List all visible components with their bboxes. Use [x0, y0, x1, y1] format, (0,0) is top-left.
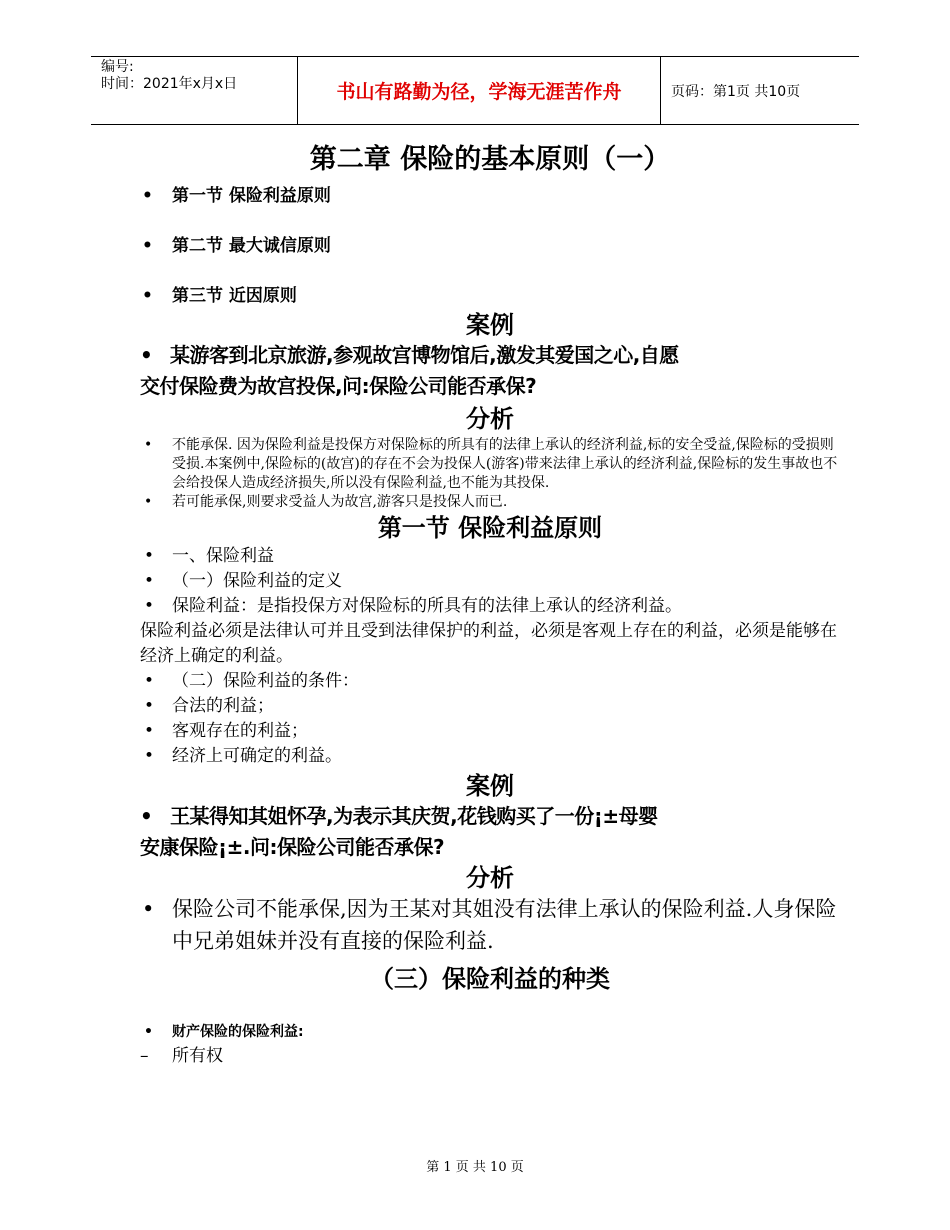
list-item: • （二）保险利益的条件：: [140, 669, 840, 694]
bullet-icon: •: [140, 804, 153, 828]
bullet-icon: •: [144, 1024, 153, 1040]
bullet-icon: •: [144, 437, 153, 453]
bullet-icon: •: [142, 236, 153, 256]
header-page-info: 页码：第1页 共10页: [671, 83, 801, 100]
toc-item: • 第三节 近因原则: [142, 286, 297, 306]
header-meta: [91, 57, 297, 124]
bullet-icon: •: [144, 696, 155, 716]
case1-heading: 案例: [466, 311, 514, 339]
section1-heading: 第一节 保险利益原则: [377, 514, 603, 542]
list-item: • 一、保险利益: [140, 544, 840, 569]
case2-heading: 案例: [466, 772, 514, 800]
analysis1-heading: 分析: [466, 405, 514, 433]
list-item: • 客观存在的利益；: [140, 719, 840, 744]
document-body: [140, 142, 840, 1069]
analysis2-paragraph: • 保险公司不能承保,因为王某对其姐没有法律上承认的保险利益.人身保险中兄弟姐妹并没有直接的保险利益.: [140, 893, 840, 957]
list-item: • （一）保险利益的定义: [140, 569, 840, 594]
types-item: • 财产保险的保险利益:: [144, 1024, 304, 1040]
bullet-icon: •: [144, 546, 155, 566]
bullet-icon: •: [144, 494, 153, 510]
types-subitem: – 所有权: [140, 1044, 840, 1069]
page-footer: 第 1 页 共 10 页: [426, 1160, 524, 1175]
analysis2-heading: 分析: [466, 864, 514, 892]
dash-icon: –: [140, 1046, 149, 1066]
bullet-icon: •: [144, 571, 155, 591]
case1-question-cont: 交付保险费为故宫投保,问:保险公司能否承保?: [140, 374, 537, 398]
toc-item: • 第一节 保险利益原则: [142, 186, 331, 206]
bullet-icon: •: [142, 286, 153, 306]
toc-item: • 第二节 最大诚信原则: [142, 236, 331, 256]
case2-question: • 王某得知其姐怀孕,为表示其庆贺,花钱购买了一份¡±母婴: [140, 801, 840, 832]
toc-list: [140, 184, 840, 308]
list-item: • 合法的利益；: [140, 694, 840, 719]
case1-question: • 某游客到北京旅游,参观故宫博物馆后,激发其爱国之心,自愿: [140, 340, 840, 371]
types-heading: （三）保险利益的种类: [370, 965, 610, 993]
bullet-icon: •: [144, 721, 155, 741]
list-item: • 保险利益：是指投保方对保险标的所具有的法律上承认的经济利益。: [140, 594, 840, 619]
bullet-icon: •: [144, 596, 155, 616]
bullet-icon: •: [140, 343, 153, 367]
page-header: [91, 56, 859, 125]
time-label: 时间：2021年x月x日: [101, 76, 238, 92]
analysis1-paragraph: • 若可能承保,则要求受益人为故宫,游客只是投保人而已.: [144, 494, 508, 510]
bullet-icon: •: [142, 186, 153, 206]
analysis1-paragraph: • 不能承保. 因为保险利益是投保方对保险标的所具有的法律上承认的经济利益,标的安全受益,保险标的受损则受损.本案例中,保险标的(故宫)的存在不会为投保人(游客)带来法律上承认的经济利益,保险标的发生事故也不会给投保人造成经济损失,所以没有保险利益,也不能为其投保.: [144, 437, 838, 491]
code-label: 编号:: [101, 59, 134, 75]
list-item: • 经济上可确定的利益。: [140, 744, 840, 769]
chapter-title: 第二章 保险的基本原则（一）: [309, 144, 671, 175]
bullet-icon: •: [142, 897, 155, 921]
bullet-icon: •: [144, 671, 155, 691]
case2-question-cont: 安康保险¡±.问:保险公司能否承保?: [140, 835, 445, 859]
bullet-icon: •: [144, 746, 155, 766]
header-motto: 书山有路勤为径，学海无涯苦作舟: [297, 57, 661, 124]
definition-continuation: 保险利益必须是法律认可并且受到法律保护的利益，必须是客观上存在的利益，必须是能够在经济上确定的利益。: [140, 621, 837, 666]
